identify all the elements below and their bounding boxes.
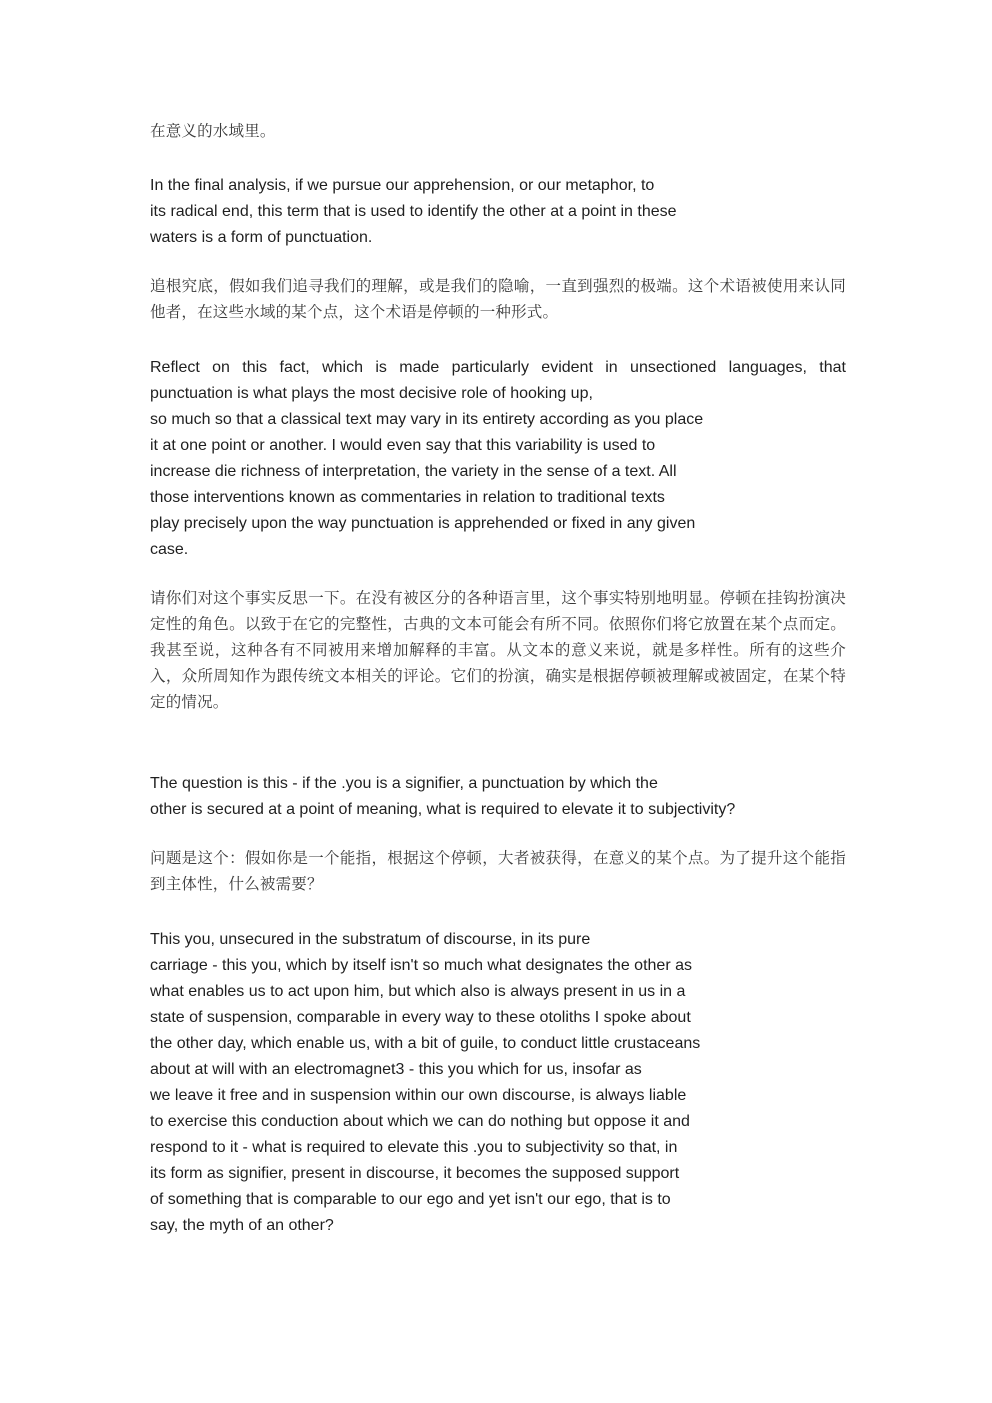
text-line: carriage - this you, which by itself isn't so much what designates the other as bbox=[150, 957, 692, 974]
text-line: say, the myth of an other? bbox=[150, 1217, 334, 1234]
text-line: play precisely upon the way punctuation is apprehended or fixed in any given bbox=[150, 515, 696, 532]
text-line: it at one point or another. I would even say that this variability is used to bbox=[150, 437, 656, 454]
text-line: what enables us to act upon him, but which also is always present in us in a bbox=[150, 983, 686, 1000]
text-line: increase die richness of interpretation, the variety in the sense of a text. All bbox=[150, 463, 677, 480]
text-line: The question is this - if the .you is a signifier, a punctuation by which the bbox=[150, 775, 658, 792]
text-line: punctuation is what plays the most decisive role of hooking up, bbox=[150, 385, 593, 402]
chinese-paragraph-3: 请你们对这个事实反思一下。在没有被区分的各种语言里，这个事实特别地明显。停顿在挂钩扮演决定性的角色。以致于在它的完整性，古典的文本可能会有所不同。依照你们将它放置在某个点而定。我甚至说，这种各有不同被用来增加解释的丰富。从文本的意义来说，就是多样性。所有的这些介入，众所周知作为跟传统文本相关的评论。它们的扮演，确实是根据停顿被理解或被固定，在某个特定的情况。 bbox=[150, 589, 846, 711]
english-paragraph-4 bbox=[150, 927, 846, 1239]
text-line: waters is a form of punctuation. bbox=[150, 229, 373, 246]
text-line: This you, unsecured in the substratum of discourse, in its pure bbox=[150, 931, 591, 948]
text-line: respond to it - what is required to elevate this .you to subjectivity so that, in bbox=[150, 1139, 678, 1156]
chinese-paragraph-4: 问题是这个：假如你是一个能指，根据这个停顿，大者被获得，在意义的某个点。为了提升这个能指到主体性，什么被需要？ bbox=[150, 849, 846, 893]
text-line: state of suspension, comparable in every way to these otoliths I spoke about bbox=[150, 1009, 691, 1026]
text-line: to exercise this conduction about which we can do nothing but oppose it and bbox=[150, 1113, 690, 1130]
text-line: Reflect on this fact, which is made particularly evident in unsectioned languages, that bbox=[150, 359, 846, 376]
text-line: the other day, which enable us, with a bit of guile, to conduct little crustaceans bbox=[150, 1035, 701, 1052]
text-line: of something that is comparable to our ego and yet isn't our ego, that is to bbox=[150, 1191, 671, 1208]
text-line: In the final analysis, if we pursue our apprehension, or our metaphor, to bbox=[150, 177, 655, 194]
text-line: those interventions known as commentaries in relation to traditional texts bbox=[150, 489, 665, 506]
document-page bbox=[150, 118, 846, 1239]
text-line: its radical end, this term that is used to identify the other at a point in these bbox=[150, 203, 677, 220]
text-line: other is secured at a point of meaning, what is required to elevate it to subjectivity? bbox=[150, 801, 736, 818]
text-line: we leave it free and in suspension within our own discourse, is always liable bbox=[150, 1087, 687, 1104]
text-line: case. bbox=[150, 541, 189, 558]
english-paragraph-3 bbox=[150, 771, 846, 823]
text-line: its form as signifier, present in discourse, it becomes the supposed support bbox=[150, 1165, 680, 1182]
english-paragraph-2 bbox=[150, 355, 846, 563]
chinese-paragraph-1: 在意义的水域里。 bbox=[150, 122, 276, 140]
text-line: about at will with an electromagnet3 - this you which for us, insofar as bbox=[150, 1061, 642, 1078]
chinese-paragraph-2: 追根究底，假如我们追寻我们的理解，或是我们的隐喻，一直到强烈的极端。这个术语被使用来认同他者，在这些水域的某个点，这个术语是停顿的一种形式。 bbox=[150, 277, 846, 321]
text-line: so much so that a classical text may vary in its entirety according as you place bbox=[150, 411, 704, 428]
english-paragraph-1 bbox=[150, 173, 846, 251]
